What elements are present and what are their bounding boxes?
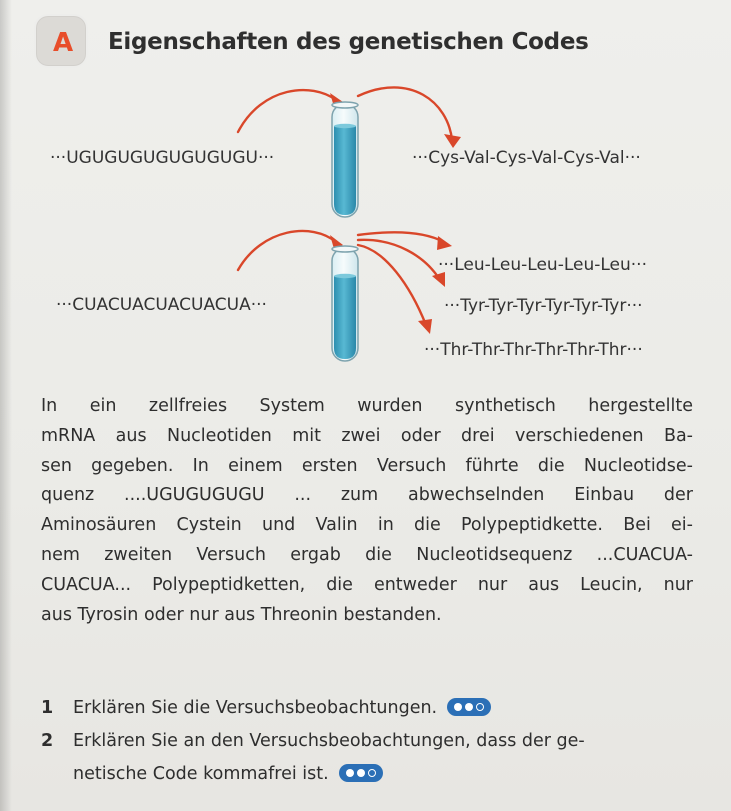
experiment-diagram <box>0 80 731 380</box>
arrowhead-threonine <box>418 319 432 334</box>
task-text-line: netische Code kommafrei ist. <box>73 764 329 784</box>
paragraph-line: mRNA aus Nucleotiden mit zwei oder drei verschiedenen Ba- <box>41 425 693 446</box>
paragraph-line: nem zweiten Versuch ergab die Nucleotidsequenz ...CUACUA- <box>41 544 693 565</box>
section-badge <box>34 14 88 68</box>
paragraph-line: sen gegeben. In einem ersten Versuch führte die Nucleotidse- <box>41 455 693 476</box>
task-text <box>73 692 701 725</box>
arrow-into-tube-2 <box>238 231 336 270</box>
experiment-2-mrna-sequence: ···CUACUACUACUACUA··· <box>56 295 267 315</box>
task-list <box>41 692 701 791</box>
task-number: 1 <box>41 698 54 718</box>
description-paragraph <box>41 392 693 630</box>
paragraph-line: CUACUA... Polypeptidketten, die entweder nur aus Leucin, nur <box>41 574 693 595</box>
arrow-out-of-tube-1 <box>358 87 452 140</box>
task-item <box>41 725 701 791</box>
experiment-2-peptide-threonine: ···Thr-Thr-Thr-Thr-Thr-Thr··· <box>424 340 643 360</box>
task-number: 2 <box>41 731 54 751</box>
experiment-2-peptide-leucine: ···Leu-Leu-Leu-Leu-Leu··· <box>438 255 647 275</box>
experiment-figure <box>0 80 731 380</box>
arrow-into-tube-1 <box>238 90 336 132</box>
experiment-2-peptide-tyrosine: ···Tyr-Tyr-Tyr-Tyr-Tyr-Tyr··· <box>444 296 643 316</box>
task-item <box>41 692 701 725</box>
test-tube-1 <box>332 102 358 217</box>
experiment-1-mrna-sequence: ···UGUGUGUGUGUGUGU··· <box>50 148 275 168</box>
task-text-line: Erklären Sie an den Versuchsbeobachtungen, dass der ge- <box>73 731 585 751</box>
section-header <box>0 0 731 80</box>
arrowhead-tube-1-out <box>444 134 461 148</box>
paragraph-line: In ein zellfreies System wurden synthetisch hergestellte <box>41 396 693 416</box>
difficulty-dots-icon <box>339 764 383 782</box>
difficulty-dots-icon <box>447 698 491 716</box>
paragraph-line: Aminosäuren Cystein und Valin in die Polypeptidkette. Bei ei- <box>41 515 693 536</box>
paragraph-line: quenz ....UGUGUGUGU ... zum abwechselnden Einbau der <box>41 485 693 506</box>
paragraph-line: aus Tyrosin oder nur aus Threonin bestanden. <box>41 604 442 625</box>
section-title: Eigenschaften des genetischen Codes <box>108 29 589 55</box>
section-badge-letter: A <box>52 28 74 58</box>
arrowhead-leucine <box>437 236 452 250</box>
task-text-line: Erklären Sie die Versuchsbeobachtungen. <box>73 698 438 718</box>
arrow-to-threonine <box>358 245 426 325</box>
task-text <box>73 758 701 791</box>
experiment-1-peptide: ···Cys-Val-Cys-Val-Cys-Val··· <box>412 148 641 168</box>
test-tube-2 <box>332 246 358 361</box>
